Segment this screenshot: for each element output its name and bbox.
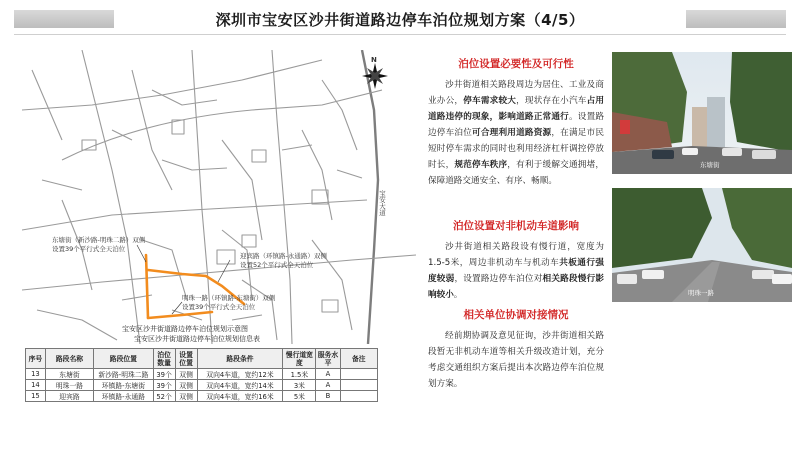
table-cell: A: [316, 380, 340, 391]
callout-dongtang-street: [52, 236, 145, 254]
table-cell: 双向4车道，宽约12米: [197, 369, 283, 380]
callout-line: 设置39个平行式全天泊位: [52, 245, 126, 253]
parking-info-table: [25, 348, 378, 402]
table-cell: 52个: [153, 391, 175, 402]
table-cell: 13: [26, 369, 46, 380]
paragraph-text: ，有利于缓解交通拥堵，保障道路交通安全、有序、畅顺。: [428, 160, 604, 186]
callout-line: 设置39个平行式全天泊位: [182, 303, 256, 311]
emphasis-text: 停车需求较大: [463, 96, 517, 106]
callout-mingzhu-road: [182, 294, 275, 312]
col-header: 路段名称: [45, 349, 93, 369]
street-photo-image: [612, 188, 792, 302]
table-header-row: [26, 349, 378, 369]
col-header: 服务水平: [317, 350, 339, 367]
section-paragraph: [428, 328, 604, 392]
paragraph-text: 。设置路边停车泊位: [428, 112, 604, 138]
table-cell: A: [316, 369, 340, 380]
table-cell: 东塘街: [45, 369, 93, 380]
page-title: 深圳市宝安区沙井街道路边停车泊位规划方案（4/5）: [206, 9, 595, 30]
table-cell: 双侧: [175, 369, 197, 380]
title-bar: [14, 6, 786, 32]
title-divider: [14, 34, 786, 35]
callout-line: 设置52个平行式全天泊位: [240, 261, 314, 269]
table-caption: 宝安区沙井街道路边停车泊位规划信息表: [134, 335, 260, 343]
table-cell: [340, 380, 377, 391]
table-cell: 14: [26, 380, 46, 391]
section-paragraph: [428, 239, 604, 303]
photo-caption: 东塘街: [700, 161, 720, 169]
table-cell: 双侧: [175, 380, 197, 391]
callout-line: 东塘街（新沙路-明珠二路）双侧: [52, 236, 146, 244]
callout-yingbin-road: [240, 252, 327, 270]
col-header: 慢行道宽度: [283, 349, 316, 369]
section-nonmotor-impact: [428, 218, 604, 303]
table-cell: 迎宾路: [45, 391, 93, 402]
emphasis-text: 可合理利用道路资源: [472, 128, 552, 138]
photo-mingzhu-road: [612, 188, 792, 302]
section-heading: 泊位设置对非机动车道影响: [453, 220, 579, 232]
road-label-baoan-avenue: 宝安大道: [378, 190, 386, 216]
compass-north-label: N: [371, 56, 377, 64]
table-cell: [340, 391, 377, 402]
callout-line: 迎宾路（环镇路-永通路）双侧: [240, 252, 327, 260]
section-paragraph: [428, 77, 604, 189]
table-row: [26, 369, 378, 380]
paragraph-text: 沙井街道相关路段设有慢行道，宽度为1.5-5米，周边非机动车与机动车: [428, 242, 604, 268]
street-photo-image: [612, 52, 792, 174]
col-header: 路段条件: [197, 349, 283, 369]
table-cell: 1.5米: [283, 369, 316, 380]
paragraph-text: 。: [453, 290, 463, 300]
emphasis-text: 规范停车秩序: [454, 160, 508, 170]
table-cell: 双向4车道，宽约16米: [197, 391, 283, 402]
col-header: 路段位置: [94, 349, 153, 369]
emphasis-text: 共板通行强度较弱: [428, 258, 604, 284]
table-cell: 环镇路-永通路: [94, 391, 153, 402]
table-cell: 环镇路-东塘街: [94, 380, 153, 391]
section-heading: 相关单位协调对接情况: [463, 309, 569, 321]
table-row: [26, 391, 378, 402]
table-cell: B: [316, 391, 340, 402]
title-stripe-right: [686, 10, 786, 28]
section-necessity: [428, 56, 604, 189]
col-header: 序号: [26, 349, 46, 369]
table-cell: 新沙路-明珠二路: [94, 369, 153, 380]
map-caption: 宝安区沙井街道路边停车泊位规划示意图: [122, 325, 248, 333]
table-cell: 39个: [153, 369, 175, 380]
callout-line: 明珠一路（环镇路-东塘街）双侧: [182, 294, 276, 302]
table-cell: 双向4车道，宽约14米: [197, 380, 283, 391]
paragraph-text: 沙井街道相关路段周边为居住、工业及商业办公，: [428, 80, 604, 106]
paragraph-text: ，在满足市民短时停车需求的同时也利用经济杠杆调控停放时长，: [428, 128, 604, 170]
col-header: 设置位置: [175, 349, 197, 369]
table-cell: 5米: [283, 391, 316, 402]
table-cell: 明珠一路: [45, 380, 93, 391]
emphasis-text: 相关路段慢行影响较小: [428, 274, 604, 300]
emphasis-text: 占用道路违停的现象，影响道路正常通行: [428, 96, 604, 122]
title-stripe-left: [14, 10, 114, 28]
table-cell: 3米: [283, 380, 316, 391]
table-cell: 双侧: [175, 391, 197, 402]
col-header: 备注: [340, 349, 377, 369]
plan-map: [22, 50, 416, 344]
col-header: 泊位数量: [153, 349, 175, 369]
section-heading: 泊位设置必要性及可行性: [458, 58, 574, 70]
paragraph-text: 经前期协调及意见征询，沙井街道相关路段暂无非机动车道等相关升级改造计划，充分考虑交通组织方案后提出本次路边停车泊位规划方案。: [428, 331, 604, 389]
table-cell: 39个: [153, 380, 175, 391]
section-coordination: [428, 307, 604, 392]
photo-caption: 明珠一路: [688, 289, 714, 297]
table-cell: 15: [26, 391, 46, 402]
table-cell: [340, 369, 377, 380]
table-row: [26, 380, 378, 391]
photo-dongtang-street: [612, 52, 792, 174]
paragraph-text: ，设置路边停车泊位对: [454, 274, 543, 284]
paragraph-text: ，现状存在小汽车: [516, 96, 587, 106]
